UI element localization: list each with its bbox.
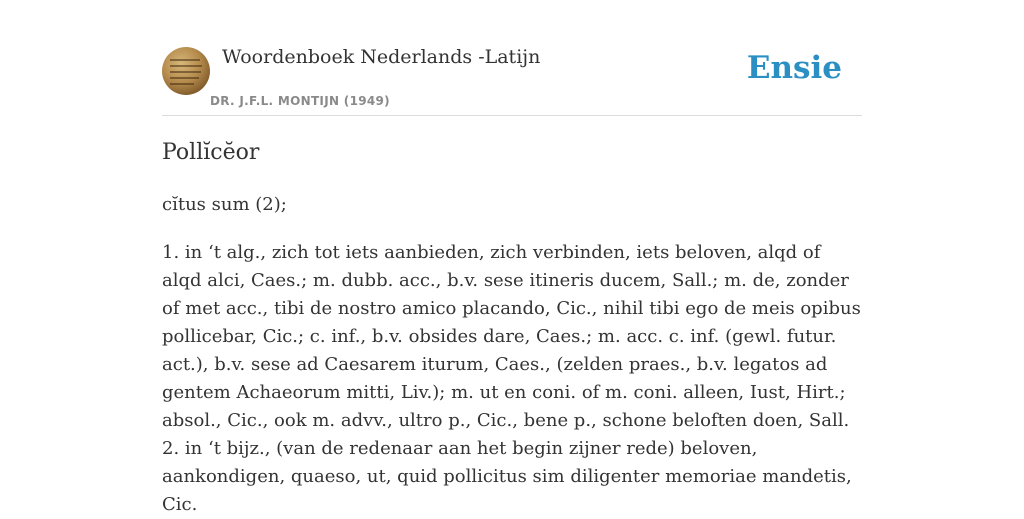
entry-forms: cĭtus sum (2); <box>162 194 287 215</box>
book-author: DR. J.F.L. MONTIJN (1949) <box>210 94 390 108</box>
sense-2: 2. in ‘t bijz., (van de redenaar aan het begin zijner rede) beloven, aankondigen, quaeso, ut, quid pollicitus sim diligenter memoriae mandetis, Cic. <box>162 438 852 515</box>
dictionary-page <box>162 0 862 515</box>
entry-lemma: Pollĭcĕor <box>162 140 260 165</box>
coin-icon[interactable] <box>162 47 210 95</box>
book-title[interactable]: Woordenboek Nederlands -Latijn <box>222 46 541 68</box>
sense-1: 1. in ‘t alg., zich tot iets aanbieden, zich verbinden, iets beloven, alqd of alqd alci, Caes.; m. dubb. acc., b.v. sese itineris ducem, Sall.; m. de, zonder of met acc., tibi de nostro amico placando, Cic., nihil tibi ego de meis opibus pollicebar, Cic.; c. inf., b.v. obsides dare, Caes.; m. acc. c. inf. (gewl. futur. act.), b.v. sese ad Caesarem iturum, Caes., (zelden praes., b.v. legatos ad gentem Achaeorum mitti, Liv.); m. ut en coni. of m. coni. alleen, Iust, Hirt.; absol., Cic., ook m. advv., ultro p., Cic., bene p., schone beloften doen, Sall. <box>162 242 861 431</box>
brand-logo[interactable]: Ensie <box>746 50 842 86</box>
entry-definition <box>162 239 862 519</box>
page-header <box>162 0 862 116</box>
